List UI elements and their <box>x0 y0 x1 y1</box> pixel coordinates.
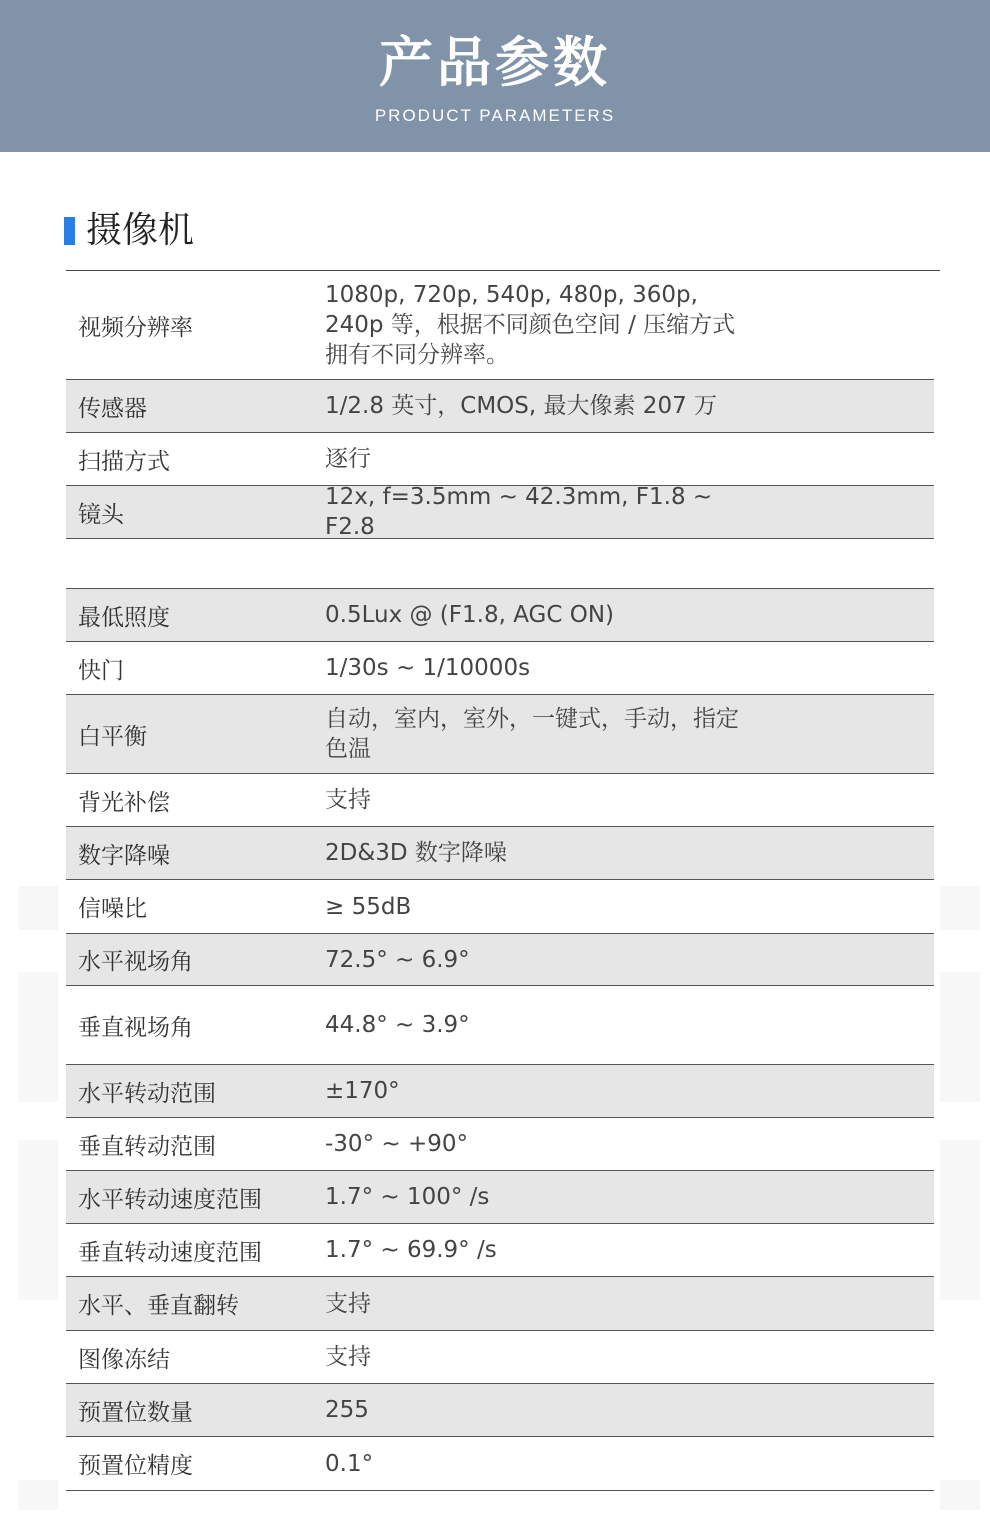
spec-row <box>66 986 934 1065</box>
spec-row <box>66 1331 934 1384</box>
spec-value: 支持 <box>325 1344 371 1370</box>
spec-row <box>66 1384 934 1437</box>
spec-value: 44.8° ~ 3.9° <box>325 1012 470 1038</box>
spec-row <box>66 1437 934 1491</box>
spec-value: 1/2.8 英寸，CMOS, 最大像素 207 万 <box>325 393 718 419</box>
spec-value: 1.7° ~ 69.9° /s <box>325 1237 497 1263</box>
header-banner <box>0 0 990 152</box>
side-patch <box>18 1140 58 1300</box>
spec-label: 最低照度 <box>78 604 170 631</box>
spec-label: 背光补偿 <box>78 789 170 816</box>
spec-label: 水平转动速度范围 <box>78 1186 262 1213</box>
side-patch <box>940 1480 980 1510</box>
spec-value: 0.1° <box>325 1450 374 1477</box>
spec-value: 2D&3D 数字降噪 <box>325 840 507 866</box>
page-subtitle: PRODUCT PARAMETERS <box>374 106 616 125</box>
spec-value: 支持 <box>325 1290 371 1317</box>
spec-row <box>66 1224 934 1277</box>
spec-label: 预置位数量 <box>78 1399 193 1426</box>
spec-row <box>66 271 934 380</box>
side-patch <box>940 972 980 1102</box>
spec-value: 自动，室内，室外，一键式，手动，指定色温 <box>325 706 739 762</box>
spec-value: 1/30s ~ 1/10000s <box>325 655 531 681</box>
spec-label: 垂直转动范围 <box>78 1133 216 1160</box>
spec-row <box>66 934 934 986</box>
spec-label: 水平转动范围 <box>78 1080 216 1107</box>
side-patch <box>18 1480 58 1510</box>
spec-label: 传感器 <box>78 395 147 422</box>
spec-value: -30° ~ +90° <box>325 1131 468 1157</box>
section-title: 摄像机 <box>86 210 195 251</box>
spec-label: 水平、垂直翻转 <box>78 1293 239 1319</box>
page-title: 产品参数 <box>379 31 611 94</box>
spec-row <box>66 642 934 695</box>
spec-row <box>66 1118 934 1171</box>
spec-row <box>66 880 934 934</box>
spec-label: 扫描方式 <box>78 448 170 475</box>
spec-value: 12x, f=3.5mm ~ 42.3mm, F1.8 ~ F2.8 <box>325 484 713 540</box>
spec-label: 图像冻结 <box>78 1346 170 1373</box>
spec-label: 信噪比 <box>78 896 147 922</box>
spec-row <box>66 588 934 642</box>
spec-label: 视频分辨率 <box>78 314 193 341</box>
section-accent-bar <box>64 217 75 245</box>
spec-row <box>66 827 934 880</box>
spec-row <box>66 380 934 433</box>
spec-row <box>66 774 934 827</box>
spec-label: 预置位精度 <box>78 1453 193 1479</box>
spec-value: 0.5Lux @ (F1.8, AGC ON) <box>325 602 615 628</box>
spec-value: 72.5° ~ 6.9° <box>325 946 470 973</box>
spec-value: ±170° <box>325 1078 400 1104</box>
spec-label: 水平视场角 <box>78 949 193 975</box>
side-patch <box>940 886 980 930</box>
spec-row <box>66 1065 934 1118</box>
spec-row <box>66 433 934 486</box>
spec-row <box>66 1277 934 1331</box>
spec-value: 1080p, 720p, 540p, 480p, 360p, 240p 等，根据不同颜色空间 / 压缩方式拥有不同分辨率。 <box>325 282 736 368</box>
spec-row <box>66 1171 934 1224</box>
spec-value: 1.7° ~ 100° /s <box>325 1184 490 1210</box>
spec-value: ≥ 55dB <box>325 893 412 920</box>
spec-value: 255 <box>325 1397 369 1423</box>
side-patch <box>18 886 58 930</box>
side-patch <box>940 1140 980 1300</box>
spec-label: 垂直转动速度范围 <box>78 1239 262 1266</box>
spec-label: 白平衡 <box>78 723 147 750</box>
spec-value: 逐行 <box>325 446 371 472</box>
spec-row <box>66 486 934 539</box>
spec-label: 镜头 <box>78 501 124 528</box>
spec-value: 支持 <box>325 787 371 813</box>
spec-label: 数字降噪 <box>78 842 170 869</box>
spec-row <box>66 695 934 774</box>
side-patch <box>18 972 58 1102</box>
spec-label: 垂直视场角 <box>78 1014 193 1041</box>
spec-label: 快门 <box>78 657 124 684</box>
